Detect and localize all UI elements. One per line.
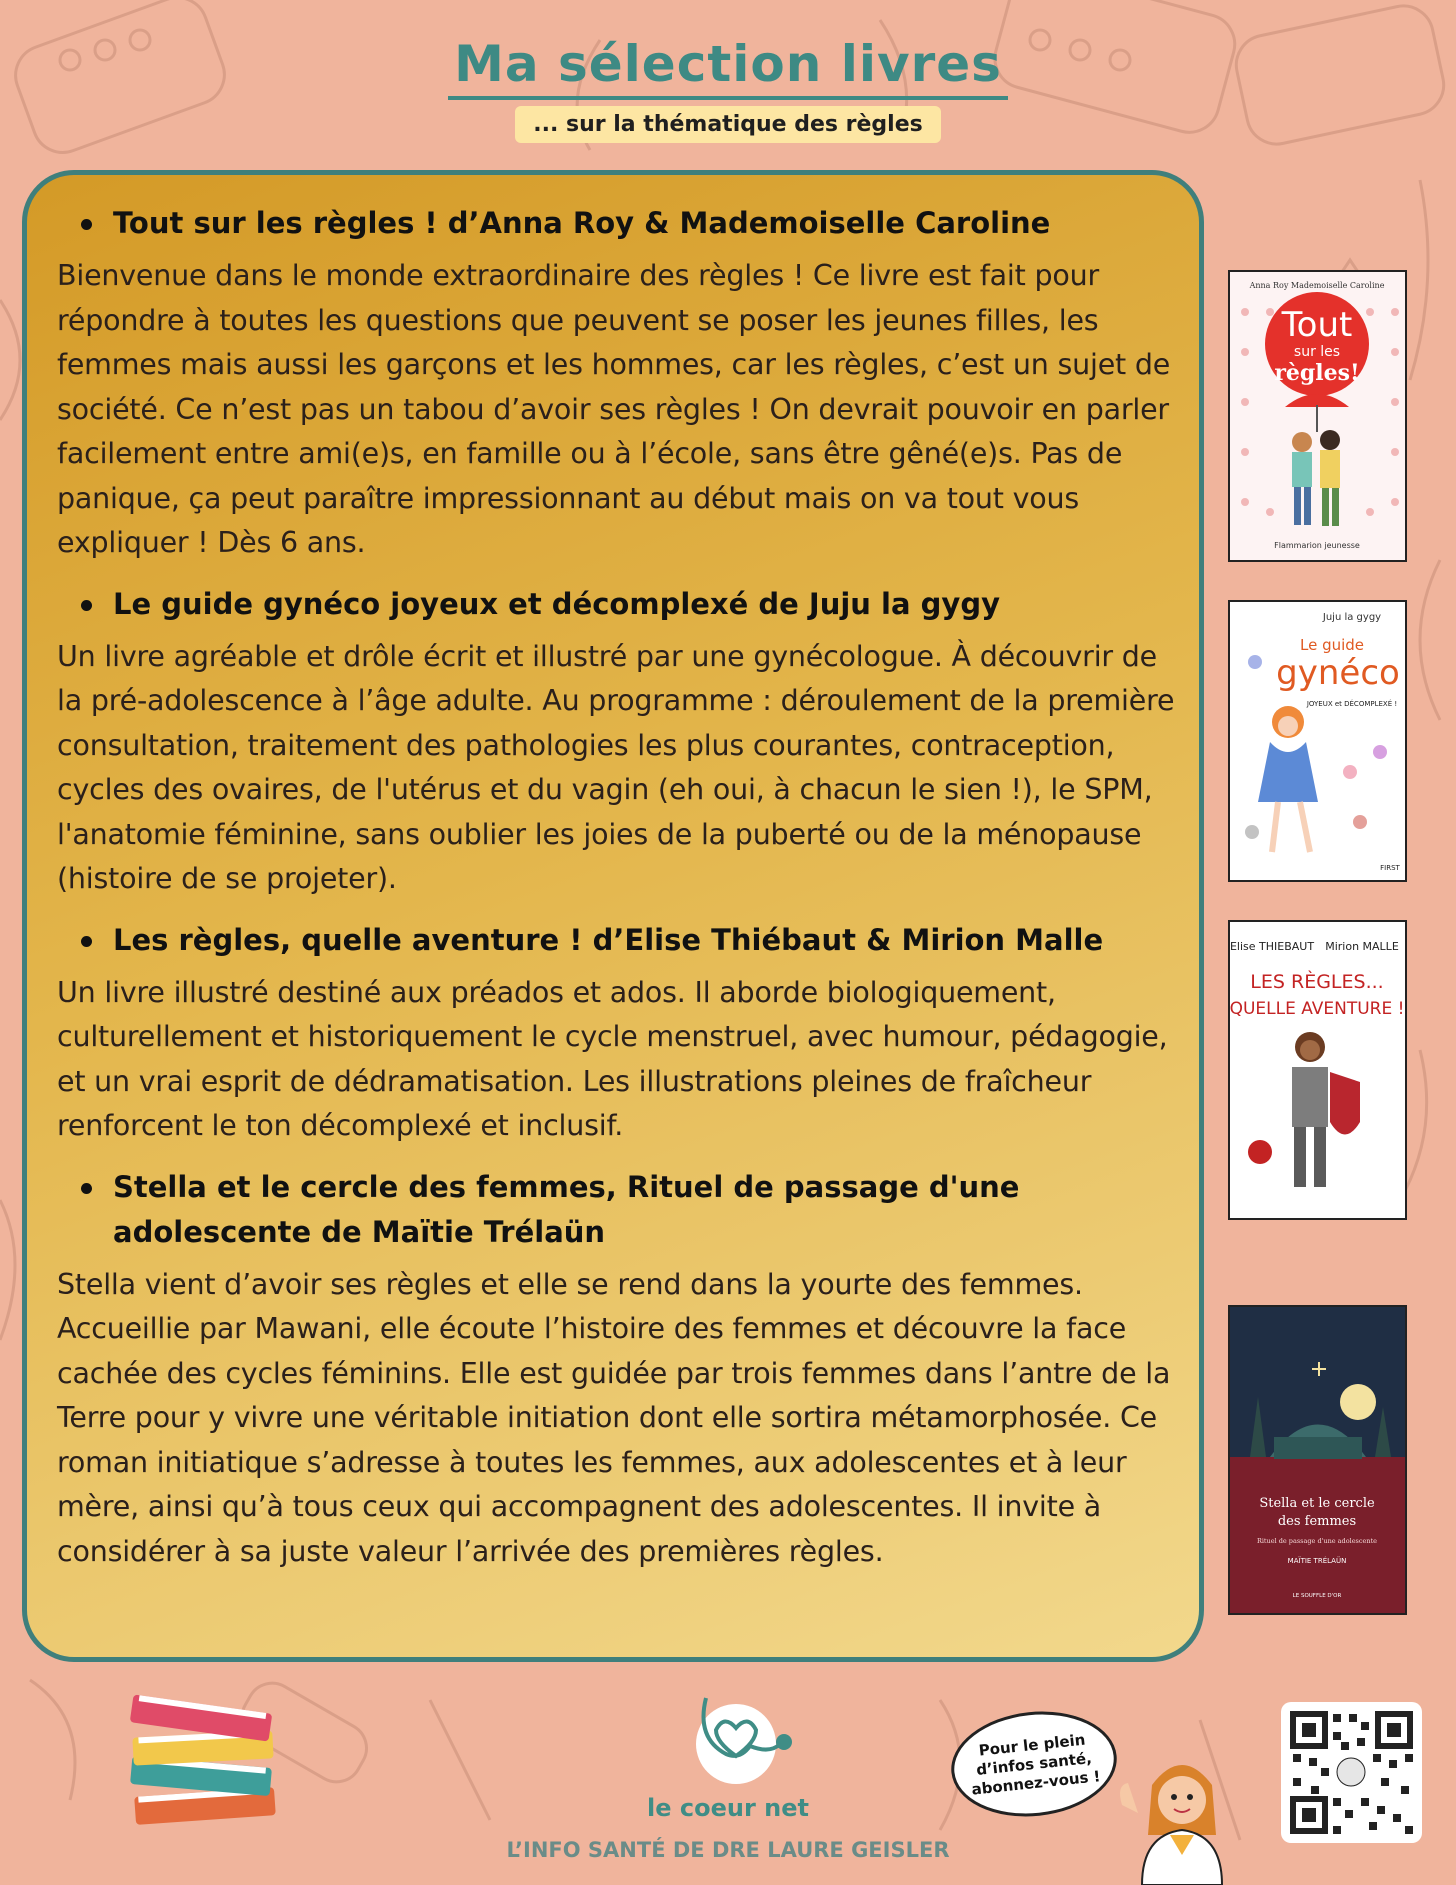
book-cover-les-regles-quelle-aventure [1228, 920, 1407, 1220]
subscribe-text: Pour le plein d’infos santé, abonnez-vous ! [970, 1730, 1102, 1799]
book-description: Bienvenue dans le monde extraordinaire des règles ! Ce livre est fait pour répondre à toutes les questions que peuvent se poser les jeunes filles, les femmes mais aussi les garçons et les hommes, car les règles, c’est un sujet de société. Ce n’est pas un tabou d’avoir ses règles ! On devrait pouvoir en parler facilement entre ami(e)s, en famille ou à l’école, sans être gêné(e)s. Pas de panique, ça peut paraître impressionnant au début mais on va tout vous expliquer ! Dès 6 ans. [57, 259, 1171, 559]
cover-title-line3: Rituel de passage d'une adolescente [1256, 1537, 1378, 1545]
page-title: Ma sélection livres [448, 34, 1008, 100]
cover-title-line2: sur les [1293, 344, 1341, 360]
bullet-icon [81, 219, 92, 230]
cover-title-line3: JOYEUX et DÉCOMPLEXÉ ! [1306, 700, 1398, 708]
doctor-avatar [1112, 1745, 1242, 1885]
book-cover-stella-cercle-femmes [1228, 1305, 1407, 1615]
book-entry [57, 582, 1187, 902]
book-description: Stella vient d’avoir ses règles et elle se rend dans la yourte des femmes. Accueillie par Mawani, elle écoute l’histoire des femmes et découvre la face cachée des cycles féminins. Elle est guidée par trois femmes dans l’antre de la Terre pour y vivre une véritable initiation dont elle sortira métamorphosée. Ce roman initiatique s’adresse à toutes les femmes, aux adolescentes et à leur mère, ainsi qu’à tous ceux qui accompagnent des adolescentes. Il invite à considérer à sa juste valeur l’arrivée des premières règles. [57, 1267, 1171, 1568]
stethoscope-heart-logo-icon [676, 1690, 796, 1790]
book-cover-guide-gyneco [1228, 600, 1407, 882]
bullet-icon [81, 1183, 92, 1194]
page-header [0, 34, 1456, 143]
book-list-card [22, 170, 1204, 1662]
qr-code[interactable] [1281, 1702, 1422, 1843]
book-description: Un livre illustré destiné aux préados et ados. Il aborde biologiquement, culturellement et historiquement le cycle menstruel, avec humour, pédagogie, et un vrai esprit de dédramatisation. Les illustrations pleines de fraîcheur renforcent le ton décomplexé et inclusif. [57, 975, 1168, 1142]
cover-title-line1: Stella et le cercle [1259, 1496, 1375, 1511]
brand-logo-text: le coeur net [647, 1794, 809, 1822]
cover-publisher: Flammarion jeunesse [1274, 541, 1360, 550]
book-title: Tout sur les règles ! d’Anna Roy & Mademoiselle Caroline [57, 201, 1187, 246]
page-subtitle: ... sur la thématique des règles [515, 106, 940, 143]
cover-author-2: Mirion MALLE [1325, 940, 1399, 953]
cover-authors: Anna Roy Mademoiselle Caroline [1249, 281, 1385, 290]
cover-author: MAÏTIE TRÉLAÜN [1287, 1557, 1347, 1565]
book-cover-tout-sur-les-regles [1228, 270, 1407, 562]
book-entry [57, 918, 1187, 1149]
cover-author-1: Elise THIEBAUT [1230, 940, 1315, 953]
cover-title-line1: LES RÈGLES... [1250, 971, 1384, 993]
book-entry [57, 201, 1187, 566]
bullet-icon [81, 600, 92, 611]
cover-publisher: FIRST [1380, 864, 1400, 872]
cover-title-line1: Tout [1281, 305, 1353, 345]
cover-title-line2: des femmes [1277, 1514, 1357, 1529]
book-title: Les règles, quelle aventure ! d’Elise Thiébaut & Mirion Malle [57, 918, 1187, 963]
cover-title-line2: QUELLE AVENTURE ! [1230, 999, 1405, 1019]
book-entry [57, 1165, 1187, 1575]
book-title: Stella et le cercle des femmes, Rituel de passage d'une adolescente de Maïtie Trélaün [57, 1165, 1187, 1255]
book-title: Le guide gynéco joyeux et décomplexé de Juju la gygy [57, 582, 1187, 627]
cover-authors: Juju la gygy [1322, 612, 1382, 623]
brand-tagline: L’INFO SANTÉ DE DRE LAURE GEISLER [506, 1838, 950, 1862]
bullet-icon [81, 936, 92, 947]
book-description: Un livre agréable et drôle écrit et illustré par une gynécologue. À découvrir de la pré-adolescence à l’âge adulte. Au programme : déroulement de la première consultation, traitement des pathologies les plus courantes, contraception, cycles des ovaires, de l'utérus et du vagin (eh oui, à chacun le sien !), le SPM, l'anatomie féminine, sans oublier les joies de la puberté ou de la ménopause (histoire de se projeter). [57, 639, 1175, 895]
cover-title-line1: Le guide [1300, 636, 1365, 654]
cover-publisher: LE SOUFFLE D'OR [1292, 1593, 1342, 1599]
cover-title-line3: règles! [1274, 360, 1360, 386]
cover-title-line2: gynéco [1276, 653, 1400, 693]
